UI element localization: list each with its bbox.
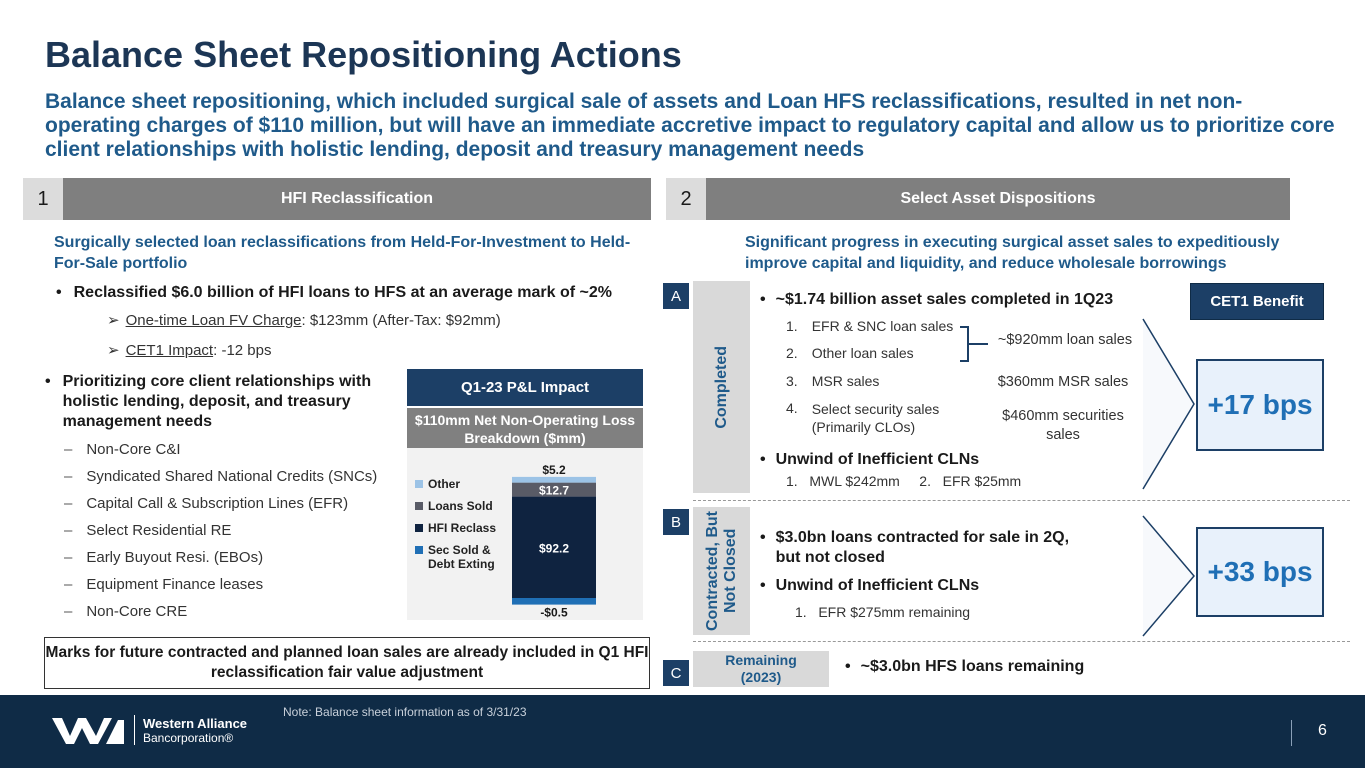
b-item-1: 1. EFR $275mm remaining (795, 604, 971, 620)
a-item-4: 4. Select security sales (Primarily CLOs) (786, 400, 940, 435)
bar-segment-other (512, 477, 596, 483)
logo-line-2: Bancorporation® (143, 730, 234, 745)
bps-box-a: +17 bps (1196, 359, 1324, 451)
row-letter-a: A (663, 283, 689, 309)
list-item: – Non-Core CRE (64, 598, 377, 625)
row-c-side-label: Remaining (2023) (693, 651, 829, 687)
right-lead-text: Significant progress in executing surgical asset sales to expeditiously improve capital and liquidity, and reduce wholesale borrowings (745, 234, 1280, 272)
footnote: Note: Balance sheet information as of 3/31/23 (283, 705, 527, 719)
list-item: – Syndicated Shared National Credits (SNCs) (64, 463, 377, 490)
footer-divider (1291, 720, 1292, 746)
bullet-reclassified: • Reclassified $6.0 billion of HFI loans to HFS at an average mark of ~2% (56, 284, 612, 301)
legend-label: Sec Sold & (428, 543, 491, 557)
cet1-benefit-label: CET1 Benefit (1190, 283, 1324, 320)
value-loan-sales: ~$920mm loan sales (997, 332, 1133, 348)
a-item-2: 2. Other loan sales (786, 345, 914, 361)
logo-line-1: Western Alliance (143, 715, 248, 731)
pl-impact-header: Q1-23 P&L Impact (407, 369, 643, 406)
data-label: -$0.5 (540, 605, 568, 620)
legend-swatch (415, 502, 423, 510)
bar-segment-sec-sold-debt-exting (512, 598, 596, 605)
legend-label: Debt Exting (428, 557, 495, 571)
list-item: – Non-Core C&I (64, 436, 377, 463)
list-item: – Select Residential RE (64, 517, 377, 544)
section-title: HFI Reclassification (63, 178, 651, 220)
bullet-prioritizing: • Prioritizing core client relationships with holistic lending, deposit, and treasury management needs (45, 373, 372, 430)
bps-box-b: +33 bps (1196, 527, 1324, 617)
bullet-contracted-sale: • $3.0bn loans contracted for sale in 2Q, but not closed (760, 529, 1070, 566)
sub-cet1-impact: ➢ CET1 Impact: -12 bps (107, 342, 272, 359)
pl-chart-area (407, 448, 643, 620)
a-cln-items: 1. MWL $242mm 2. EFR $25mm (786, 473, 1022, 489)
data-label: $92.2 (538, 541, 570, 556)
pl-stacked-bar-chart (407, 448, 643, 620)
page-subtitle: Balance sheet repositioning, which included surgical sale of assets and Loan HFS reclassifications, resulted in net non-operating charges of $110 million, but will have an immediate accretive impact to regulatory capital and allow us to prioritize core client relationships with holistic lending, deposit and treasury management needs (45, 90, 1335, 161)
bullet-asset-sales: • ~$1.74 billion asset sales completed in 1Q23 (760, 291, 1114, 308)
row-letter-b: B (663, 509, 689, 535)
row-b-side-label: Contracted, But Not Closed (703, 511, 739, 631)
data-label: $12.7 (538, 483, 570, 498)
legend-swatch (415, 546, 423, 554)
section-number: 2 (666, 178, 706, 220)
list-item: – Capital Call & Subscription Lines (EFR) (64, 490, 377, 517)
list-item: – Equipment Finance leases (64, 571, 377, 598)
non-core-list (64, 436, 377, 625)
row-a-side-label: Completed (712, 345, 730, 429)
row-letter-c: C (663, 660, 689, 686)
data-label: $5.2 (542, 462, 566, 477)
sub-fv-charge: ➢ One-time Loan FV Charge: $123mm (After-Tax: $92mm) (107, 312, 501, 329)
pl-impact-subheader: $110mm Net Non-Operating Loss Breakdown ($mm) (407, 408, 643, 448)
legend-swatch (415, 480, 423, 488)
section-title: Select Asset Dispositions (706, 178, 1290, 220)
value-securities-sales: $460mm securities sales (1002, 408, 1124, 443)
value-msr-sales: $360mm MSR sales (997, 374, 1129, 390)
page-number: 6 (1318, 722, 1327, 739)
legend-label: Other (428, 477, 461, 491)
wa-logo-icon (50, 714, 126, 746)
list-item: – Early Buyout Resi. (EBOs) (64, 544, 377, 571)
page-title: Balance Sheet Repositioning Actions (45, 34, 682, 75)
legend-label: Loans Sold (428, 499, 493, 513)
bullet-unwind-clns-a: • Unwind of Inefficient CLNs (760, 451, 980, 468)
bullet-hfs-remaining: • ~$3.0bn HFS loans remaining (845, 658, 1085, 675)
row-a-side (693, 281, 750, 493)
divider-b-c (693, 641, 1350, 642)
loan-sales-bracket (958, 325, 992, 365)
section-header-hfi (23, 178, 651, 220)
marks-note-box: Marks for future contracted and planned loan sales are already included in Q1 HFI reclassification fair value adjustment (44, 637, 650, 689)
section-number: 1 (23, 178, 63, 220)
legend-label: HFI Reclass (428, 521, 497, 535)
a-item-3: 3. MSR sales (786, 373, 880, 389)
bullet-unwind-clns-b: • Unwind of Inefficient CLNs (760, 577, 980, 594)
row-b-side (693, 507, 750, 635)
arrow-a (1142, 318, 1196, 490)
company-logo (50, 714, 247, 746)
section-header-dispositions (666, 178, 1290, 220)
left-lead-text: Surgically selected loan reclassifications from Held-For-Investment to Held-For-Sale portfolio (54, 234, 631, 272)
divider-a-b (693, 500, 1350, 501)
legend-swatch (415, 524, 423, 532)
arrow-b (1142, 515, 1196, 637)
a-item-1: 1. EFR & SNC loan sales (786, 318, 954, 334)
